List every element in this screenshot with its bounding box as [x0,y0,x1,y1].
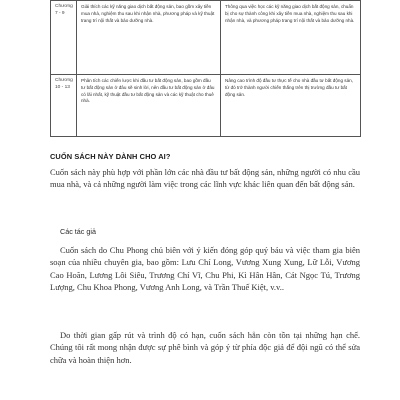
intro-paragraph: Cuốn sách này phù hợp với phần lớn các nhà đầu tư bất động sản, những người có nhu cầu mua nhà, và cả những người làm việc trong các lĩnh vực khác liên quan đến bất động sản. [50,167,360,190]
content-cell: Phân tích các chiến lược khi đầu tư bất động sản, bao gồm đầu tư bất động sản ở đâu sẽ sinh lời, nên đầu tư bất động sản ở đâu có lãi nhất, kỹ thuật đầu tư bất động sản và các kỹ thuật cho thuê nhà. [77,75,221,137]
goal-cell: Thông qua việc học các kỹ năng giao dịch bất động sản, chuẩn bị cho sự thành công khi xây tiền mua nhà, nghiệm thu sau khi nhận nhà, và phương pháp trang trí nội thất và bảo dưỡng nhà. [221,1,361,75]
closing-paragraph: Do thời gian gấp rút và trình độ có hạn, cuốn sách hẳn còn tồn tại những hạn chế. Chúng tôi rất mong nhận được sự phê bình và góp ý từ phía độc giả để đội ngũ có thể sửa chữa và hoàn thiện hơn. [50,330,360,365]
table-row [51,1,361,75]
content-cell: Giải thích các kỹ năng giao dịch bất động sản, bao gồm xây tiền mua nhà, nghiệm thu sau khi nhận nhà, phương pháp và kỹ thuật trang trí nội thất và bảo dưỡng nhà. [77,1,221,75]
authors-heading: Các tác giả [60,227,96,236]
chapter-table [50,0,361,137]
table-row [51,75,361,137]
goal-cell: Nâng cao trình độ đầu tư thực tế cho nhà đầu tư bất động sản, từ đó trở thành người chiến thắng trên thị trường đầu tư bất động sản. [221,75,361,137]
section-heading: CUỐN SÁCH NÀY DÀNH CHO AI? [50,152,171,161]
authors-paragraph: Cuốn sách do Chu Phong chủ biên với ý kiến đóng góp quý báu và việc tham gia biên soạn của nhiều chuyên gia, bao gồm: Lưu Chí Long, Vương Xung Xung, Lữ Lỗi, Vương Cao Hoãn, Lương Lôi Siêu, Trương Chí Vĩ, Chu Phi, Kì Hân Hân, Cát Ngọc Tú, Trương Lượng, Chu Khoa Phong, Vương Anh Long, và Trần Thuế Kiệt, v.v.. [50,245,360,293]
chapter-cell: Chương 7 - 9 [51,1,77,75]
chapter-cell: Chương 10 - 13 [51,75,77,137]
